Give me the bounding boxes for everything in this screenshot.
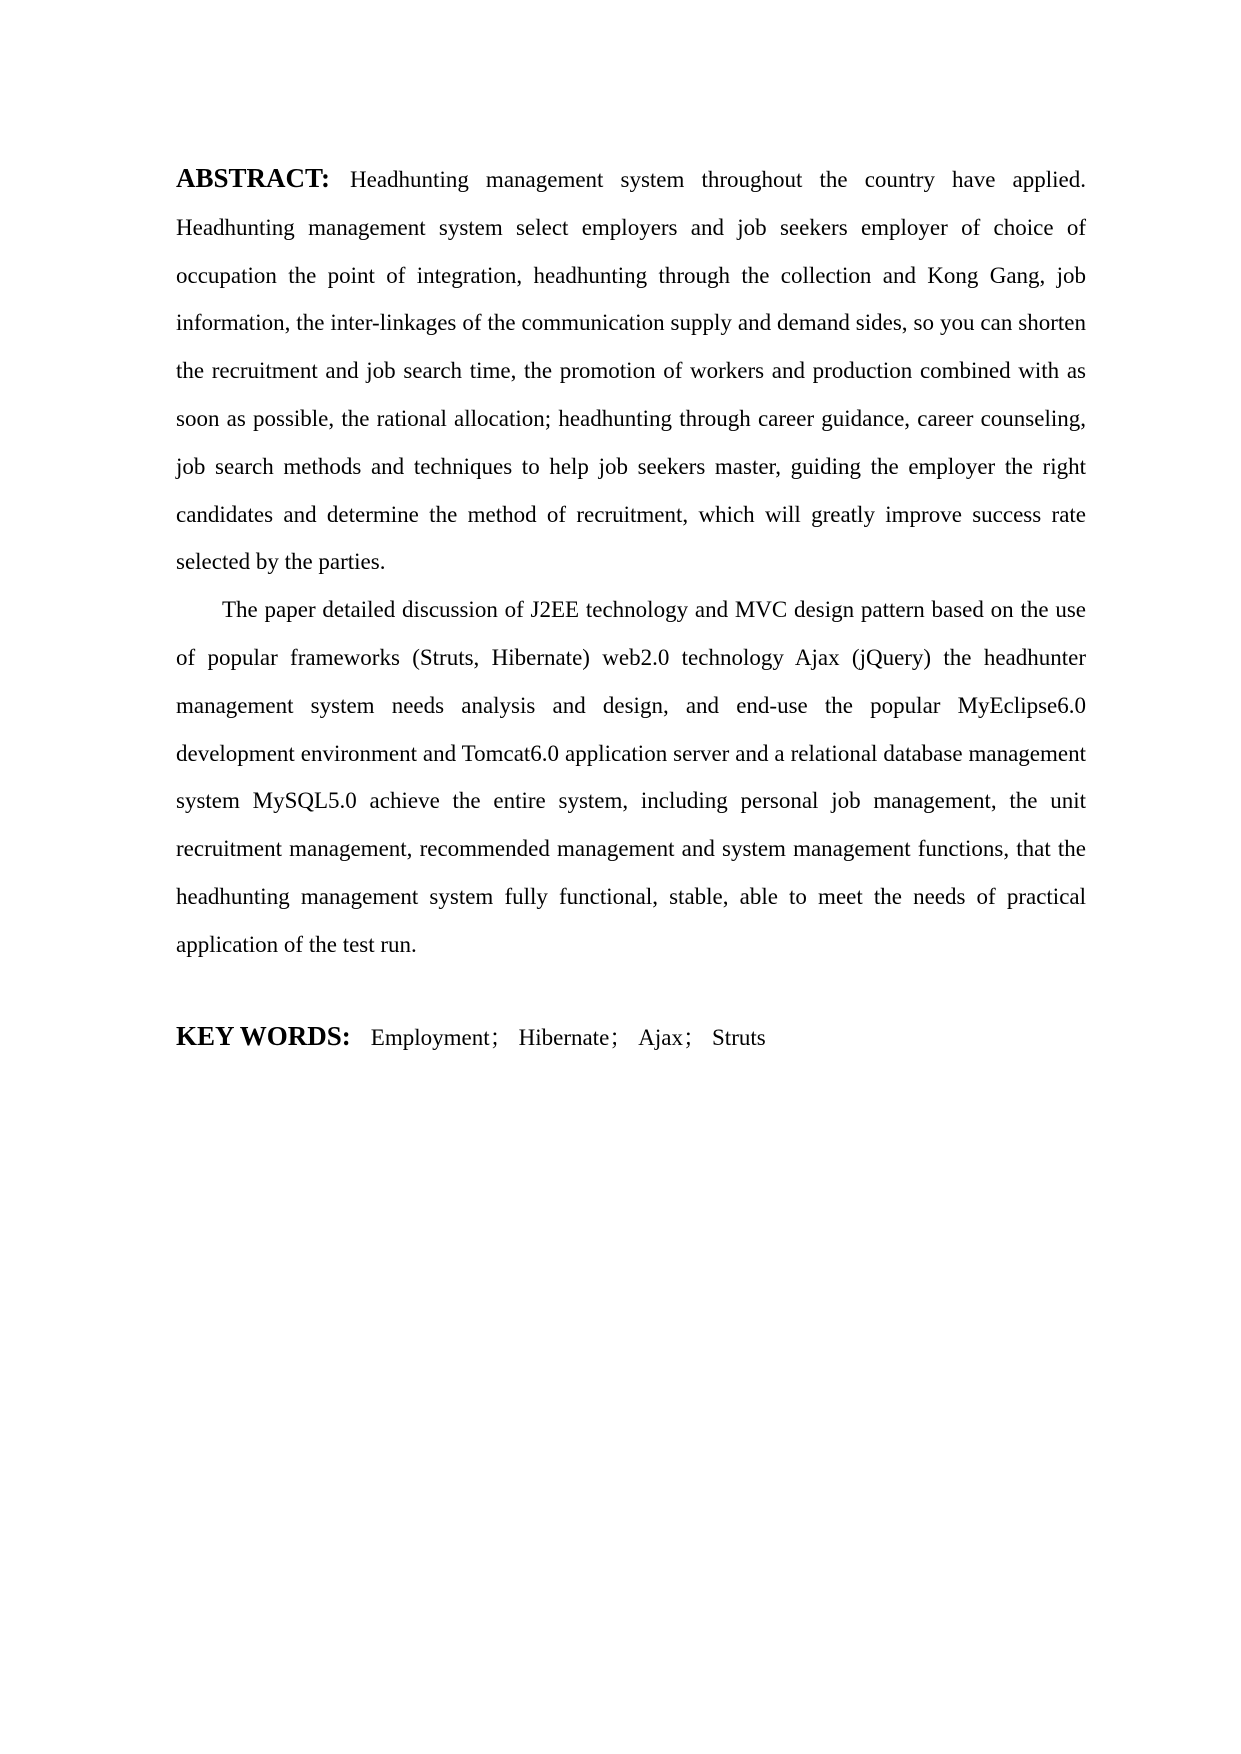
abstract-paragraph-2: The paper detailed discussion of J2EE technology and MVC design pattern based on the use of popular frameworks (Struts, Hibernate) web2.0 technology Ajax (jQuery) the headhunter management system needs analysis and design, and end-use the popular MyEclipse6.0 development environment and Tomcat6.0 application server and a relational database management system MySQL5.0 achieve the entire system, including personal job management, the unit recruitment management, recommended management and system management functions, that the headhunting management system fully functional, stable, able to meet the needs of practical application of the test run.	[176, 597, 1086, 957]
abstract-section	[176, 155, 1086, 1051]
keyword-separator: ；	[609, 1025, 633, 1050]
keyword-item: Hibernate	[518, 1025, 610, 1050]
keyword-item: Struts	[712, 1025, 766, 1050]
abstract-paragraph-1	[176, 155, 1086, 586]
abstract-text-1: Headhunting management system throughout the country have applied. Headhunting management system select employers and job seekers employer of choice of occupation the point of integration, headhunting through the collection and Kong Gang, job information, the inter-linkages of the communication supply and demand sides, so you can shorten the recruitment and job search time, the promotion of workers and production combined with as soon as possible, the rational allocation; headhunting through career guidance, career counseling, job search methods and techniques to help job seekers master, guiding the employer the right candidates and determine the method of recruitment, which will greatly improve success rate selected by the parties.	[176, 167, 1086, 575]
abstract-label: ABSTRACT:	[176, 163, 331, 193]
keywords-line	[176, 1013, 766, 1062]
keywords-label: KEY WORDS:	[176, 1021, 351, 1051]
keyword-item: Employment	[370, 1025, 490, 1050]
keyword-separator: ；	[683, 1025, 707, 1050]
keyword-separator: ；	[489, 1025, 513, 1050]
keyword-item: Ajax	[638, 1025, 684, 1050]
